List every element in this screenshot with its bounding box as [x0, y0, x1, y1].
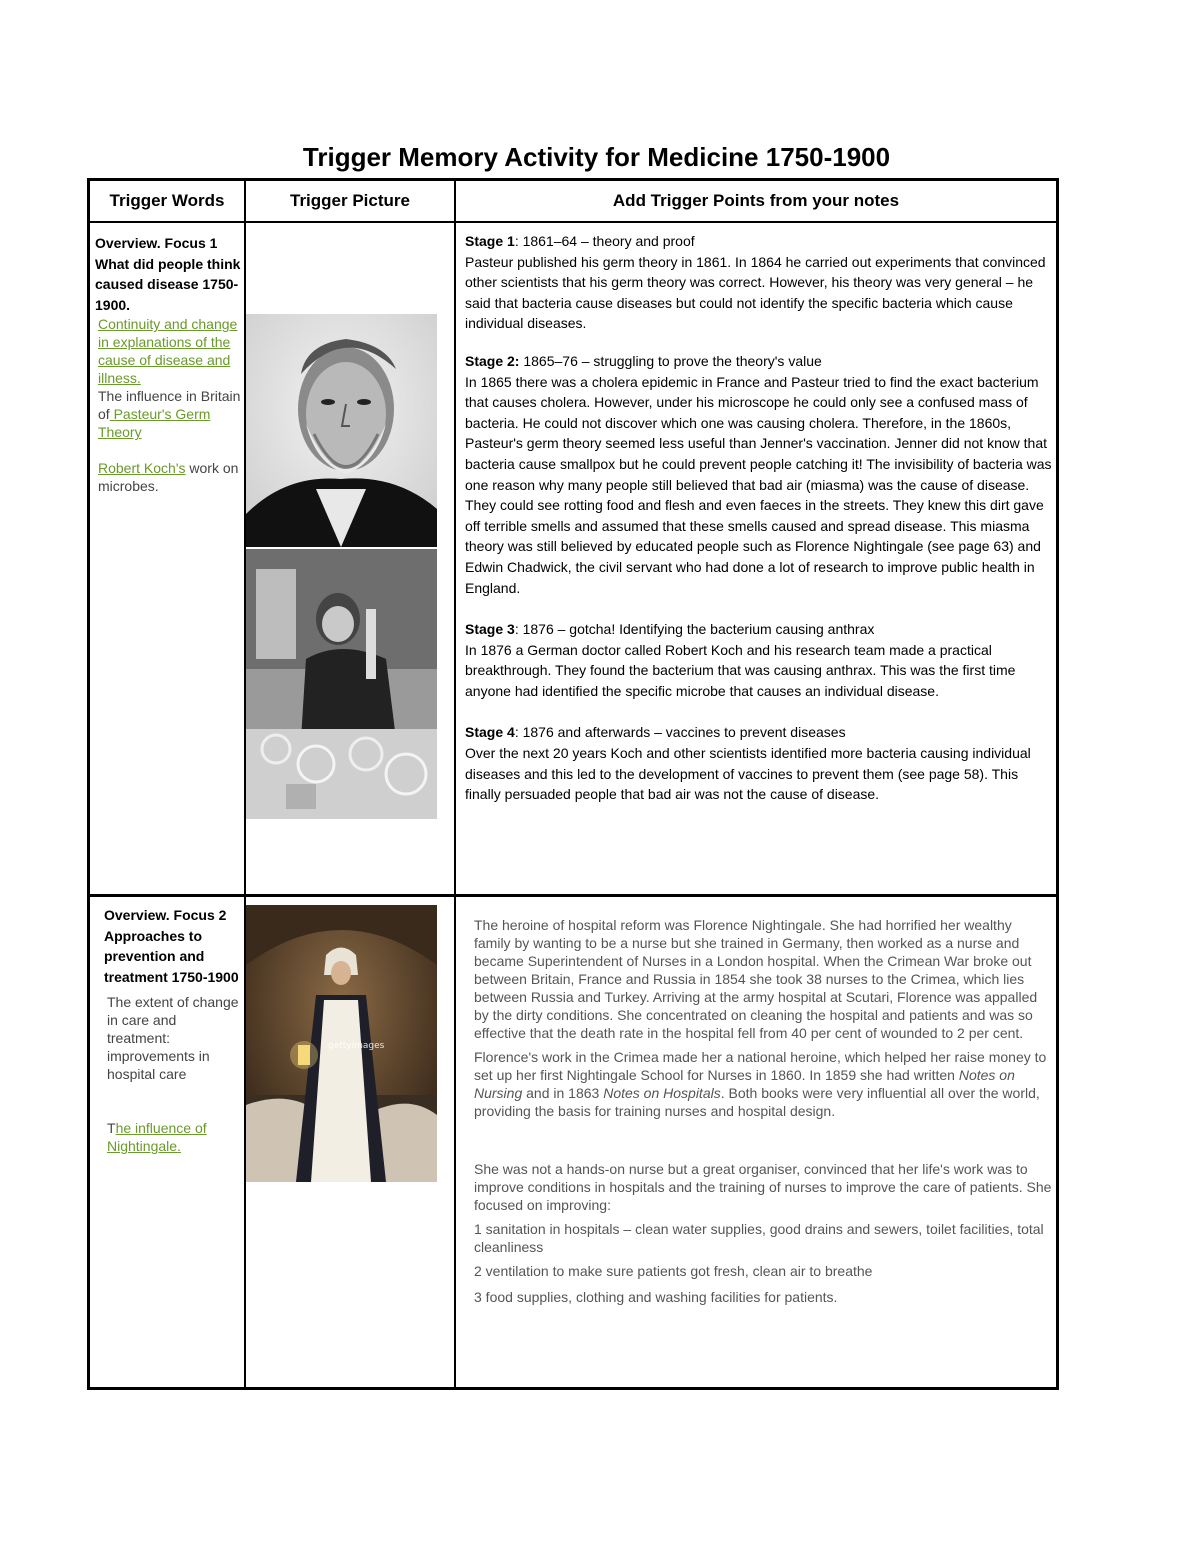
- row2-heading: Overview. Focus 2 Approaches to prevention and treatment 1750-1900: [104, 907, 239, 985]
- koch-laboratory-image: [246, 549, 437, 819]
- row2-points-cell: [474, 916, 1052, 1312]
- header-trigger-points: Add Trigger Points from your notes: [612, 191, 900, 210]
- trigger-table: [87, 178, 1059, 1390]
- row1-sub: [98, 315, 245, 495]
- nightingale-para-3: She was not a hands-on nurse but a great organiser, convinced that her life's work was to improve conditions in hospitals and the training of nurses to improve the care of patients. She focused on improving:: [474, 1161, 1052, 1213]
- page-title: Trigger Memory Activity for Medicine 1750-1900: [302, 142, 891, 172]
- influence-text: The influence in Britain of: [98, 388, 241, 423]
- row1-points-cell: [465, 231, 1055, 822]
- row2-words-cell: [104, 905, 242, 1155]
- nightingale-link[interactable]: he influence of Nightingale.: [107, 1120, 207, 1155]
- nightingale-para-2: Florence's work in the Crimea made her a national heroine, which helped her raise money to set up her first Nightingale School for Nurses in 1860. In 1859 she had written Notes on Nursing and in 1863 Notes on Hospitals. Both books were very influential all over the world, providing the basis for training nurses and hospital design.: [474, 1049, 1047, 1119]
- stage-1: Stage 1: 1861–64 – theory and proof Pasteur published his germ theory in 1861. In 1864 he carried out experiments that convinced other scientists that his germ theory was correct. However, his theory was very general – he said that bacteria cause diseases but could not identify the specific bacteria which cause individual diseases.: [465, 233, 1046, 332]
- header-trigger-picture: Trigger Picture: [290, 191, 410, 210]
- header-trigger-words: Trigger Words: [109, 191, 225, 210]
- row2-sub: [107, 993, 242, 1155]
- nightingale-painting-image: [246, 905, 437, 1182]
- watermark-text: gettyimages: [328, 1041, 385, 1051]
- pasteur-portrait-image: [246, 314, 437, 547]
- row1-heading: Overview. Focus 1 What did people think caused disease 1750-1900.: [95, 235, 241, 313]
- koch-link[interactable]: Robert Koch's: [98, 460, 186, 477]
- continuity-link[interactable]: Continuity and change in explanations of the cause of disease and illness.: [98, 316, 238, 387]
- care-text: The extent of change in care and treatment: improvements in hospital care: [107, 994, 239, 1083]
- improvement-item-2: 2 ventilation to make sure patients got fresh, clean air to breathe: [474, 1263, 873, 1279]
- nightingale-para-1: The heroine of hospital reform was Florence Nightingale. She had horrified her wealthy family by wanting to be a nurse but she trained in Germany, then worked as a nurse and became Superintendent of Nurses in a London hospital. When the Crimean War broke out between Britain, France and Russia in 1854 she took 38 nurses to the Crimea, which lies between Russia and Turkey. Arriving at the army hospital at Scutari, Florence was appalled by the dirty conditions. She concentrated on cleaning the hospital and patients and was so effective that the death rate in the hospital fell from 40 per cent of wounded to 2 per cent.: [474, 917, 1038, 1041]
- stage-3: Stage 3: 1876 – gotcha! Identifying the bacterium causing anthrax In 1876 a German doctor called Robert Koch and his research team made a practical breakthrough. They found the bacterium that was causing anthrax. This was the first time anyone had identified the specific microbe that causes an individual disease.: [465, 621, 1016, 699]
- improvement-item-1: 1 sanitation in hospitals – clean water supplies, good drains and sewers, toilet facilities, total cleanliness: [474, 1221, 1044, 1255]
- nightingale-t: T: [107, 1120, 116, 1137]
- stage-4: Stage 4: 1876 and afterwards – vaccines to prevent diseases Over the next 20 years Koch and other scientists identified more bacteria causing individual diseases and this led to the development of vaccines to prevent them (see page 58). This finally persuaded people that bad air was not the cause of disease.: [465, 724, 1031, 803]
- row1-words-cell: [95, 233, 245, 495]
- pasteur-link[interactable]: Pasteur's Germ Theory: [98, 406, 211, 441]
- koch-text: work on microbes.: [98, 460, 239, 495]
- improvement-item-3: 3 food supplies, clothing and washing facilities for patients.: [474, 1289, 838, 1305]
- stage-2: Stage 2: 1865–76 – struggling to prove the theory's value In 1865 there was a cholera epidemic in France and Pasteur tried to find the exact bacterium that causes cholera. However, under his microscope he could only see a confused mass of bacteria. He could not discover which one was causing cholera. Therefore, in the 1860s, Pasteur's germ theory seemed less useful than Jenner's vaccination. Jenner did not know that bacteria cause smallpox but he could prevent people catching it! The invisibility of bacteria was one reason why many people still believed that bad air (miasma) was the cause of disease. They could see rotting food and flesh and even faeces in the streets. They knew this dirt gave off terrible smells and assumed that these smells caused and spread disease. This miasma theory was still believed by educated people such as Florence Nightingale (see page 63) and Edwin Chadwick, the civil servant who had done a lot of research to improve public health in England.: [465, 352, 1052, 596]
